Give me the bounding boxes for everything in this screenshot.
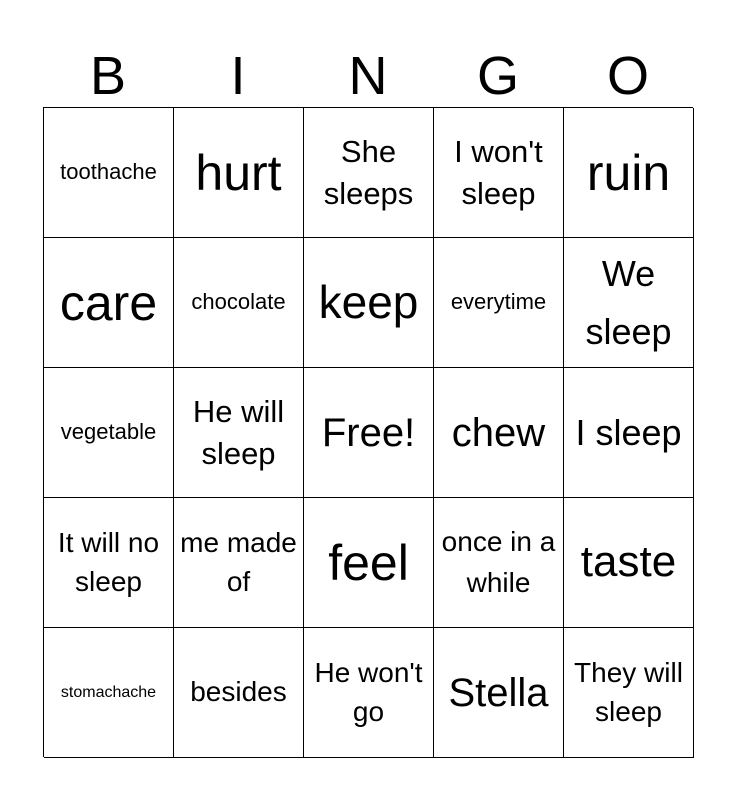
cell-text: It will no sleep: [57, 526, 160, 597]
cell-text: keep: [318, 275, 419, 328]
cell-text: feel: [328, 534, 409, 591]
bingo-cell[interactable]: [564, 498, 694, 628]
cell-text: ruin: [586, 144, 671, 201]
cell-text: He won't go: [314, 656, 423, 727]
header-letter-o: O: [606, 46, 649, 106]
bingo-cell[interactable]: [304, 238, 434, 368]
bingo-cell[interactable]: [44, 368, 174, 498]
cell-text: chocolate: [191, 289, 286, 315]
cell-text: He will sleep: [192, 393, 285, 471]
bingo-cell[interactable]: [174, 238, 304, 368]
bingo-cell[interactable]: [304, 628, 434, 758]
bingo-cell[interactable]: [564, 238, 694, 368]
bingo-cell[interactable]: [44, 628, 174, 758]
cell-text: We sleep: [585, 252, 672, 352]
bingo-cell[interactable]: [174, 368, 304, 498]
cell-text: stomachache: [60, 683, 157, 701]
cell-text: Free!: [321, 410, 416, 455]
cell-text: hurt: [195, 144, 282, 201]
cell-text: I won't sleep: [454, 133, 543, 211]
cell-text: taste: [580, 537, 677, 587]
cell-text: Stella: [448, 670, 549, 715]
cell-text: besides: [190, 676, 287, 708]
cell-text: They will sleep: [574, 656, 683, 727]
bingo-cell[interactable]: [174, 498, 304, 628]
bingo-board: [43, 107, 693, 757]
cell-text: toothache: [60, 159, 157, 185]
bingo-cell[interactable]: [564, 628, 694, 758]
cell-text: everytime: [450, 289, 547, 315]
bingo-cell[interactable]: [174, 108, 304, 238]
bingo-cell[interactable]: [304, 498, 434, 628]
bingo-cell[interactable]: [434, 498, 564, 628]
header-letter-n: N: [348, 46, 388, 106]
bingo-cell[interactable]: [44, 108, 174, 238]
cell-text: She sleeps: [323, 133, 414, 211]
bingo-cell[interactable]: [174, 628, 304, 758]
cell-text: care: [59, 274, 158, 331]
bingo-cell[interactable]: [564, 368, 694, 498]
bingo-cell[interactable]: [434, 368, 564, 498]
bingo-cell[interactable]: [304, 108, 434, 238]
bingo-cell[interactable]: [434, 238, 564, 368]
cell-text: vegetable: [60, 419, 157, 445]
bingo-cell[interactable]: [44, 498, 174, 628]
header-letter-b: B: [89, 46, 127, 106]
bingo-cell[interactable]: [434, 108, 564, 238]
bingo-cell[interactable]: [44, 238, 174, 368]
header-letter-g: G: [476, 46, 519, 106]
cell-text: chew: [451, 410, 546, 455]
cell-text: once in a while: [441, 525, 556, 598]
cell-text: me made of: [180, 526, 297, 597]
bingo-cell[interactable]: [434, 628, 564, 758]
bingo-cell[interactable]: [564, 108, 694, 238]
bingo-header: [43, 44, 693, 108]
cell-text: I sleep: [575, 411, 682, 453]
header-letter-i: I: [230, 46, 246, 106]
bingo-cell[interactable]: [304, 368, 434, 498]
